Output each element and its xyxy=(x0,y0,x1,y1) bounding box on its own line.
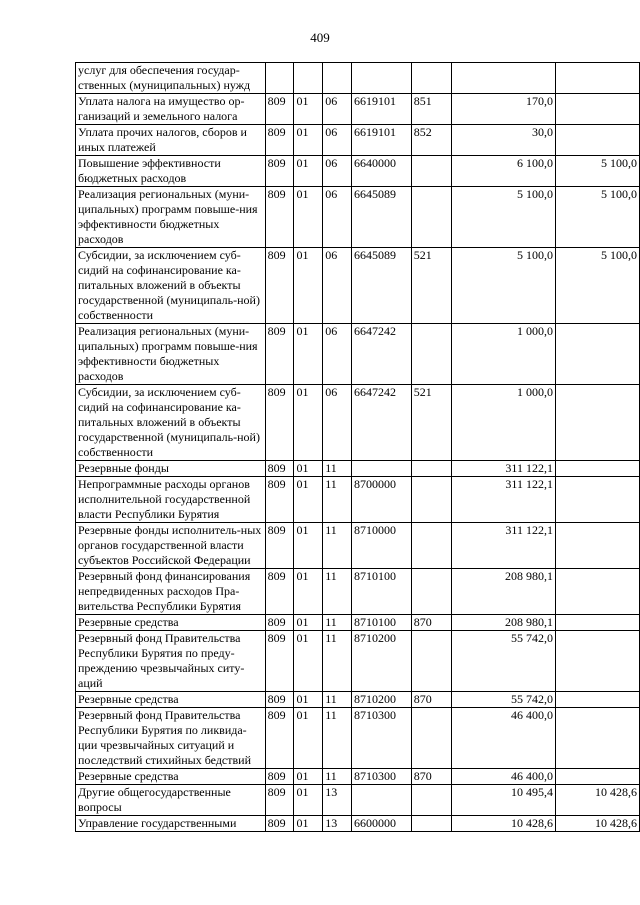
page-number: 409 xyxy=(310,30,330,45)
table-row xyxy=(76,94,640,125)
row-name-cell: Уплата налога на имущество ор-ганизаций и земельного налога xyxy=(76,94,266,125)
amount-secondary-cell xyxy=(555,769,639,785)
amount-cell: 311 122,1 xyxy=(452,523,556,569)
row-name-cell: Непрограммные расходы органов исполнительной государственной власти Республики Бурятия xyxy=(76,477,266,523)
amount-cell: 46 400,0 xyxy=(452,708,556,769)
amount-secondary-cell xyxy=(555,615,639,631)
expense-type-cell: 851 xyxy=(411,94,452,125)
expense-type-cell xyxy=(411,816,452,832)
table-row xyxy=(76,385,640,461)
table-row xyxy=(76,785,640,816)
expense-type-cell xyxy=(411,187,452,248)
ministry-code-cell: 809 xyxy=(265,708,294,769)
target-article-cell: 6640000 xyxy=(352,156,412,187)
ministry-code-cell: 809 xyxy=(265,461,294,477)
expense-type-cell xyxy=(411,708,452,769)
amount-cell: 6 100,0 xyxy=(452,156,556,187)
section-code-cell: 01 xyxy=(294,692,323,708)
amount-cell: 311 122,1 xyxy=(452,477,556,523)
amount-secondary-cell: 10 428,6 xyxy=(555,816,639,832)
target-article-cell xyxy=(352,785,412,816)
target-article-cell: 6619101 xyxy=(352,125,412,156)
expense-type-cell xyxy=(411,523,452,569)
amount-secondary-cell xyxy=(555,692,639,708)
amount-cell: 46 400,0 xyxy=(452,769,556,785)
section-code-cell: 01 xyxy=(294,94,323,125)
table-row xyxy=(76,324,640,385)
section-code-cell: 01 xyxy=(294,477,323,523)
row-name-cell: Резервные средства xyxy=(76,769,266,785)
subsection-code-cell: 06 xyxy=(323,187,352,248)
ministry-code-cell: 809 xyxy=(265,324,294,385)
target-article-cell: 6645089 xyxy=(352,187,412,248)
section-code-cell xyxy=(294,63,323,94)
row-name-cell: Резервный фонд Правительства Республики Бурятия по преду-преждению чрезвычайных ситу-аций xyxy=(76,631,266,692)
table-row xyxy=(76,125,640,156)
row-name-cell: Субсидии, за исключением суб-сидий на софинансирование ка-питальных вложений в объекты государственной (муниципаль-ной) собственности xyxy=(76,385,266,461)
amount-cell: 55 742,0 xyxy=(452,631,556,692)
ministry-code-cell: 809 xyxy=(265,385,294,461)
target-article-cell: 8710200 xyxy=(352,692,412,708)
target-article-cell xyxy=(352,461,412,477)
table-row xyxy=(76,708,640,769)
amount-cell: 311 122,1 xyxy=(452,461,556,477)
amount-secondary-cell xyxy=(555,94,639,125)
target-article-cell: 8700000 xyxy=(352,477,412,523)
subsection-code-cell: 13 xyxy=(323,785,352,816)
row-name-cell: Субсидии, за исключением суб-сидий на софинансирование ка-питальных вложений в объекты государственной (муниципаль-ной) собственности xyxy=(76,248,266,324)
ministry-code-cell: 809 xyxy=(265,94,294,125)
amount-secondary-cell xyxy=(555,461,639,477)
amount-secondary-cell: 10 428,6 xyxy=(555,785,639,816)
ministry-code-cell: 809 xyxy=(265,816,294,832)
subsection-code-cell: 11 xyxy=(323,708,352,769)
amount-cell xyxy=(452,63,556,94)
section-code-cell: 01 xyxy=(294,156,323,187)
ministry-code-cell: 809 xyxy=(265,523,294,569)
expense-type-cell: 521 xyxy=(411,248,452,324)
row-name-cell: Резервный фонд финансирования непредвиденных расходов Пра-вительства Республики Бурятия xyxy=(76,569,266,615)
budget-table xyxy=(75,62,640,832)
subsection-code-cell: 11 xyxy=(323,615,352,631)
table-row xyxy=(76,63,640,94)
expense-type-cell: 870 xyxy=(411,615,452,631)
section-code-cell: 01 xyxy=(294,816,323,832)
subsection-code-cell: 06 xyxy=(323,248,352,324)
table-row xyxy=(76,248,640,324)
table-row xyxy=(76,615,640,631)
target-article-cell: 6647242 xyxy=(352,385,412,461)
amount-secondary-cell xyxy=(555,324,639,385)
subsection-code-cell: 06 xyxy=(323,385,352,461)
ministry-code-cell: 809 xyxy=(265,125,294,156)
expense-type-cell xyxy=(411,477,452,523)
expense-type-cell: 870 xyxy=(411,769,452,785)
amount-secondary-cell: 5 100,0 xyxy=(555,248,639,324)
expense-type-cell xyxy=(411,461,452,477)
expense-type-cell: 852 xyxy=(411,125,452,156)
expense-type-cell xyxy=(411,156,452,187)
row-name-cell: Повышение эффективности бюджетных расходов xyxy=(76,156,266,187)
expense-type-cell xyxy=(411,631,452,692)
target-article-cell: 6645089 xyxy=(352,248,412,324)
ministry-code-cell: 809 xyxy=(265,692,294,708)
amount-secondary-cell xyxy=(555,708,639,769)
ministry-code-cell: 809 xyxy=(265,248,294,324)
table-row xyxy=(76,461,640,477)
subsection-code-cell: 11 xyxy=(323,477,352,523)
amount-cell: 1 000,0 xyxy=(452,385,556,461)
section-code-cell: 01 xyxy=(294,785,323,816)
amount-secondary-cell xyxy=(555,63,639,94)
subsection-code-cell: 06 xyxy=(323,125,352,156)
subsection-code-cell: 11 xyxy=(323,569,352,615)
table-row xyxy=(76,769,640,785)
amount-secondary-cell xyxy=(555,385,639,461)
amount-secondary-cell xyxy=(555,631,639,692)
target-article-cell: 6647242 xyxy=(352,324,412,385)
target-article-cell: 8710300 xyxy=(352,769,412,785)
amount-cell: 55 742,0 xyxy=(452,692,556,708)
section-code-cell: 01 xyxy=(294,708,323,769)
amount-secondary-cell xyxy=(555,569,639,615)
ministry-code-cell: 809 xyxy=(265,631,294,692)
ministry-code-cell: 809 xyxy=(265,769,294,785)
target-article-cell: 8710200 xyxy=(352,631,412,692)
row-name-cell: Уплата прочих налогов, сборов и иных платежей xyxy=(76,125,266,156)
row-name-cell: Резервные фонды xyxy=(76,461,266,477)
subsection-code-cell: 11 xyxy=(323,461,352,477)
ministry-code-cell: 809 xyxy=(265,569,294,615)
subsection-code-cell: 06 xyxy=(323,324,352,385)
expense-type-cell: 521 xyxy=(411,385,452,461)
row-name-cell: услуг для обеспечения государ-ственных (муниципальных) нужд xyxy=(76,63,266,94)
amount-cell: 10 495,4 xyxy=(452,785,556,816)
section-code-cell: 01 xyxy=(294,461,323,477)
section-code-cell: 01 xyxy=(294,769,323,785)
expense-type-cell: 870 xyxy=(411,692,452,708)
ministry-code-cell: 809 xyxy=(265,785,294,816)
table-row xyxy=(76,816,640,832)
subsection-code-cell: 11 xyxy=(323,631,352,692)
row-name-cell: Реализация региональных (муни-ципальных) программ повыше-ния эффективности бюджетных расходов xyxy=(76,187,266,248)
amount-secondary-cell: 5 100,0 xyxy=(555,156,639,187)
subsection-code-cell xyxy=(323,63,352,94)
table-row xyxy=(76,156,640,187)
ministry-code-cell: 809 xyxy=(265,156,294,187)
table-row xyxy=(76,523,640,569)
target-article-cell: 8710100 xyxy=(352,615,412,631)
target-article-cell: 8710100 xyxy=(352,569,412,615)
table-row xyxy=(76,631,640,692)
section-code-cell: 01 xyxy=(294,385,323,461)
subsection-code-cell: 06 xyxy=(323,156,352,187)
section-code-cell: 01 xyxy=(294,523,323,569)
row-name-cell: Резервные средства xyxy=(76,615,266,631)
ministry-code-cell: 809 xyxy=(265,477,294,523)
amount-cell: 1 000,0 xyxy=(452,324,556,385)
section-code-cell: 01 xyxy=(294,248,323,324)
target-article-cell xyxy=(352,63,412,94)
ministry-code-cell: 809 xyxy=(265,187,294,248)
section-code-cell: 01 xyxy=(294,187,323,248)
expense-type-cell xyxy=(411,324,452,385)
row-name-cell: Управление государственными xyxy=(76,816,266,832)
section-code-cell: 01 xyxy=(294,125,323,156)
target-article-cell: 6619101 xyxy=(352,94,412,125)
expense-type-cell xyxy=(411,63,452,94)
section-code-cell: 01 xyxy=(294,631,323,692)
amount-cell: 10 428,6 xyxy=(452,816,556,832)
table-row xyxy=(76,477,640,523)
row-name-cell: Резервные средства xyxy=(76,692,266,708)
amount-secondary-cell xyxy=(555,523,639,569)
expense-type-cell xyxy=(411,785,452,816)
row-name-cell: Резервный фонд Правительства Республики Бурятия по ликвида-ции чрезвычайных ситуаций и последствий стихийных бедствий xyxy=(76,708,266,769)
ministry-code-cell xyxy=(265,63,294,94)
row-name-cell: Другие общегосударственные вопросы xyxy=(76,785,266,816)
subsection-code-cell: 11 xyxy=(323,769,352,785)
subsection-code-cell: 11 xyxy=(323,692,352,708)
expense-type-cell xyxy=(411,569,452,615)
target-article-cell: 8710000 xyxy=(352,523,412,569)
section-code-cell: 01 xyxy=(294,569,323,615)
table-row xyxy=(76,692,640,708)
row-name-cell: Реализация региональных (муни-ципальных) программ повыше-ния эффективности бюджетных расходов xyxy=(76,324,266,385)
amount-cell: 208 980,1 xyxy=(452,615,556,631)
section-code-cell: 01 xyxy=(294,615,323,631)
amount-secondary-cell xyxy=(555,477,639,523)
subsection-code-cell: 11 xyxy=(323,523,352,569)
target-article-cell: 8710300 xyxy=(352,708,412,769)
amount-cell: 208 980,1 xyxy=(452,569,556,615)
amount-secondary-cell: 5 100,0 xyxy=(555,187,639,248)
subsection-code-cell: 06 xyxy=(323,94,352,125)
amount-cell: 5 100,0 xyxy=(452,187,556,248)
amount-cell: 30,0 xyxy=(452,125,556,156)
target-article-cell: 6600000 xyxy=(352,816,412,832)
table-row xyxy=(76,569,640,615)
amount-cell: 5 100,0 xyxy=(452,248,556,324)
amount-secondary-cell xyxy=(555,125,639,156)
ministry-code-cell: 809 xyxy=(265,615,294,631)
subsection-code-cell: 13 xyxy=(323,816,352,832)
row-name-cell: Резервные фонды исполнитель-ных органов государственной власти субъектов Российской Федерации xyxy=(76,523,266,569)
amount-cell: 170,0 xyxy=(452,94,556,125)
section-code-cell: 01 xyxy=(294,324,323,385)
table-row xyxy=(76,187,640,248)
